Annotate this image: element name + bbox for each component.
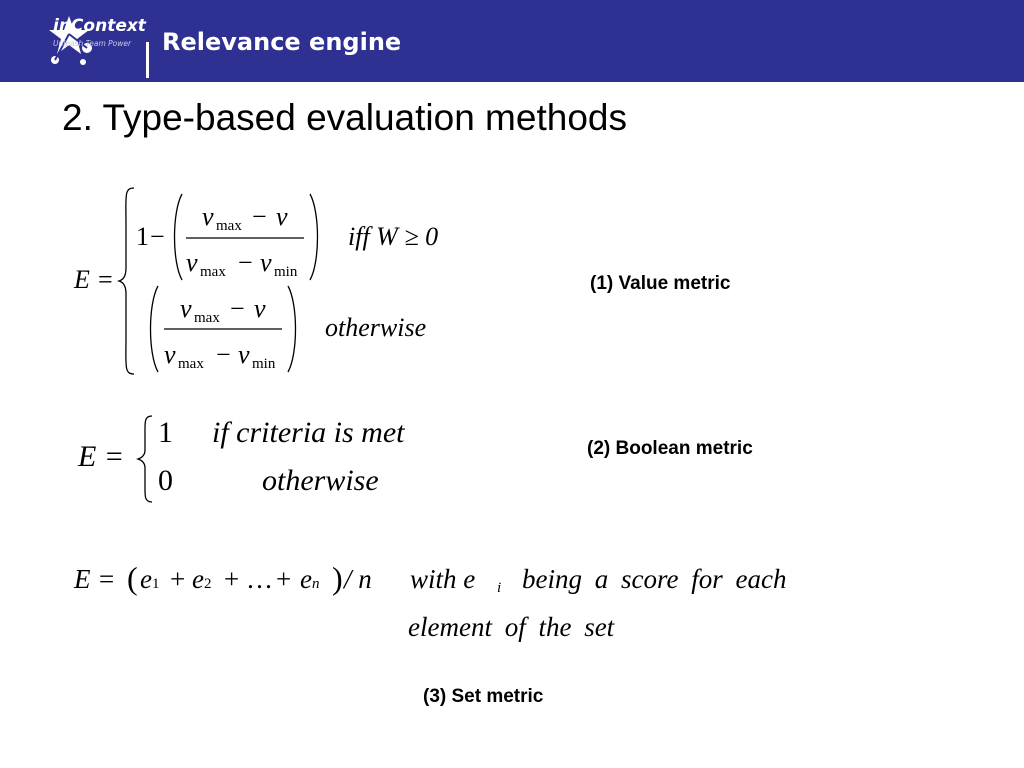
value-metric-brace xyxy=(118,186,138,376)
value-metric-lhs: E = xyxy=(74,265,114,294)
value-metric-paren-left-1 xyxy=(170,192,184,282)
section-title: Relevance engine xyxy=(162,28,402,56)
value-metric-one: 1 xyxy=(136,222,149,251)
value-metric-condition: iff W ≥ 0 xyxy=(348,222,439,251)
value-metric-lower-denominator-minus: − xyxy=(216,340,231,369)
value-metric-numerator-max: max xyxy=(216,218,242,234)
value-metric-lower-denominator-min: min xyxy=(252,356,276,372)
value-metric-denominator-v: v xyxy=(186,248,198,277)
set-metric-lhs: E = xyxy=(74,564,116,594)
set-metric-paren-open: ( xyxy=(127,560,138,596)
boolean-metric-case1-value: 1 xyxy=(158,416,173,449)
value-metric-paren-left-2 xyxy=(146,284,160,374)
boolean-metric-lhs: E = xyxy=(78,440,125,473)
set-metric-plus-1: + xyxy=(170,564,186,594)
boolean-metric-case1-condition: if criteria is met xyxy=(212,416,405,449)
value-metric-lower-denominator-v: v xyxy=(164,340,176,369)
value-metric-numerator-v: v xyxy=(202,202,214,231)
value-metric-lower-denominator-v2: v xyxy=(238,340,250,369)
value-metric-denominator-min: min xyxy=(274,264,298,280)
value-metric-denominator-minus: − xyxy=(238,248,253,277)
set-metric-divide-n: / n xyxy=(344,564,372,594)
set-metric-sub-i: i xyxy=(497,580,502,596)
value-metric-lower-denominator-max: max xyxy=(178,356,204,372)
set-metric-en: en xyxy=(300,564,320,594)
value-metric-lower-numerator-v: v xyxy=(180,294,192,323)
value-metric-lower-numerator-minus: − xyxy=(230,294,245,323)
value-metric-lower-numerator-v2: v xyxy=(254,294,266,323)
set-metric-label: (3) Set metric xyxy=(423,686,544,707)
set-metric-with-e: with e xyxy=(410,564,476,594)
value-metric-minus: − xyxy=(150,222,165,251)
value-metric-numerator-minus: − xyxy=(252,202,267,231)
value-metric-numerator-v2: v xyxy=(276,202,288,231)
slide-title: 2. Type-based evaluation methods xyxy=(62,97,627,138)
value-metric-denominator-max: max xyxy=(200,264,226,280)
boolean-metric-label: (2) Boolean metric xyxy=(587,438,753,459)
value-metric-paren-right-2 xyxy=(286,284,300,374)
value-metric-denominator-v2: v xyxy=(260,248,272,277)
value-metric-paren-right-1 xyxy=(308,192,322,282)
value-metric-otherwise: otherwise xyxy=(325,313,427,342)
header-bar xyxy=(0,0,1024,82)
boolean-metric-brace xyxy=(136,414,156,504)
set-metric-ellipsis: … xyxy=(246,564,273,594)
logo-tagline: Unleash Team Power xyxy=(53,39,132,48)
set-metric-plus-2: + xyxy=(224,564,240,594)
boolean-metric-case2-value: 0 xyxy=(158,464,173,497)
set-metric-e2: e2 xyxy=(192,564,212,594)
set-metric-description-line1: being a score for each xyxy=(522,564,787,594)
set-metric-paren-close: ) xyxy=(332,560,343,596)
logo-name: inContext xyxy=(53,16,146,36)
set-metric-e1: e1 xyxy=(140,564,160,594)
set-metric-plus-3: + xyxy=(276,564,292,594)
value-metric-label: (1) Value metric xyxy=(590,273,731,294)
value-metric-fraction-bar-2 xyxy=(164,328,284,332)
header-divider xyxy=(146,42,149,78)
value-metric-fraction-bar-1 xyxy=(186,237,306,241)
set-metric-description-line2: element of the set xyxy=(408,612,615,642)
boolean-metric-case2-condition: otherwise xyxy=(262,464,379,497)
value-metric-lower-numerator-max: max xyxy=(194,310,220,326)
